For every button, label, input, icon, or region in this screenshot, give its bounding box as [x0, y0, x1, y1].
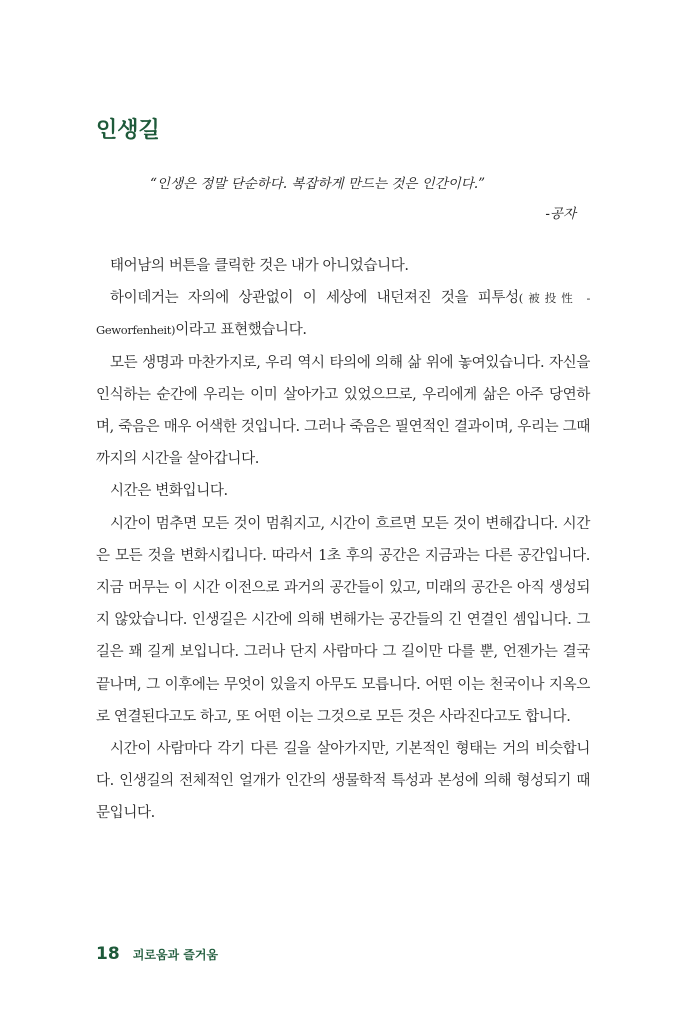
book-title: 괴로움과 즐거움	[132, 948, 219, 962]
paragraph-2-annotation: (被投性 - Geworfenheit)	[96, 291, 590, 338]
paragraph-3: 모든 생명과 마찬가지로, 우리 역시 타의에 의해 삶 위에 놓여있습니다. 자신을 인식하는 순간에 우리는 이미 살아가고 있었으므로, 우리에게 삶은 아주 당연하며, 죽음은 매우 어색한 것입니다. 그러나 죽음은 필연적인 결과이며, 우리는 그때까지의 시간을 살아갑니다.	[96, 354, 590, 468]
paragraph-5: 시간이 멈추면 모든 것이 멈춰지고, 시간이 흐르면 모든 것이 변해갑니다. 시간은 모든 것을 변화시킵니다. 따라서 1초 후의 공간은 지금과는 다른 공간입니다. 지금 머무는 이 시간 이전으로 과거의 공간들이 있고, 미래의 공간은 아직 생성되지 않았습니다. 인생길은 시간에 의해 변해가는 공간들의 긴 연결인 셈입니다. 그 길은 꽤 길게 보입니다. 그러나 단지 사람마다 그 길이만 다를 뿐, 언젠가는 결국 끝나며, 그 이후에는 무엇이 있을지 아무도 모릅니다. 어떤 이는 천국이나 지옥으로 연결된다고도 하고, 또 어떤 이는 그것으로 모든 것은 사라진다고도 합니다.	[96, 515, 590, 725]
paragraph-2	[96, 282, 590, 346]
chapter-title: 인생길	[96, 118, 160, 143]
paragraph-6: 시간이 사람마다 각기 다른 길을 살아가지만, 기본적인 형태는 거의 비슷합니다. 인생길의 전체적인 얼개가 인간의 생물학적 특성과 본성에 의해 형성되기 때문입니다.	[96, 741, 590, 822]
paragraph-2-text: 하이데거는 자의에 상관없이 이 세상에 내던져진 것을 피투성	[110, 290, 519, 307]
epigraph-author: -공자	[545, 206, 576, 222]
page-footer	[96, 944, 218, 964]
paragraph-2-end: 이라고 표현했습니다.	[175, 322, 307, 339]
page-number: 18	[96, 944, 120, 964]
epigraph-quote: “인생은 정말 단순하다. 복잡하게 만드는 것은 인간이다.”	[150, 176, 486, 192]
body-text	[96, 250, 590, 830]
paragraph-4: 시간은 변화입니다.	[110, 483, 228, 500]
paragraph-1: 태어남의 버튼을 클릭한 것은 내가 아니었습니다.	[110, 258, 409, 274]
